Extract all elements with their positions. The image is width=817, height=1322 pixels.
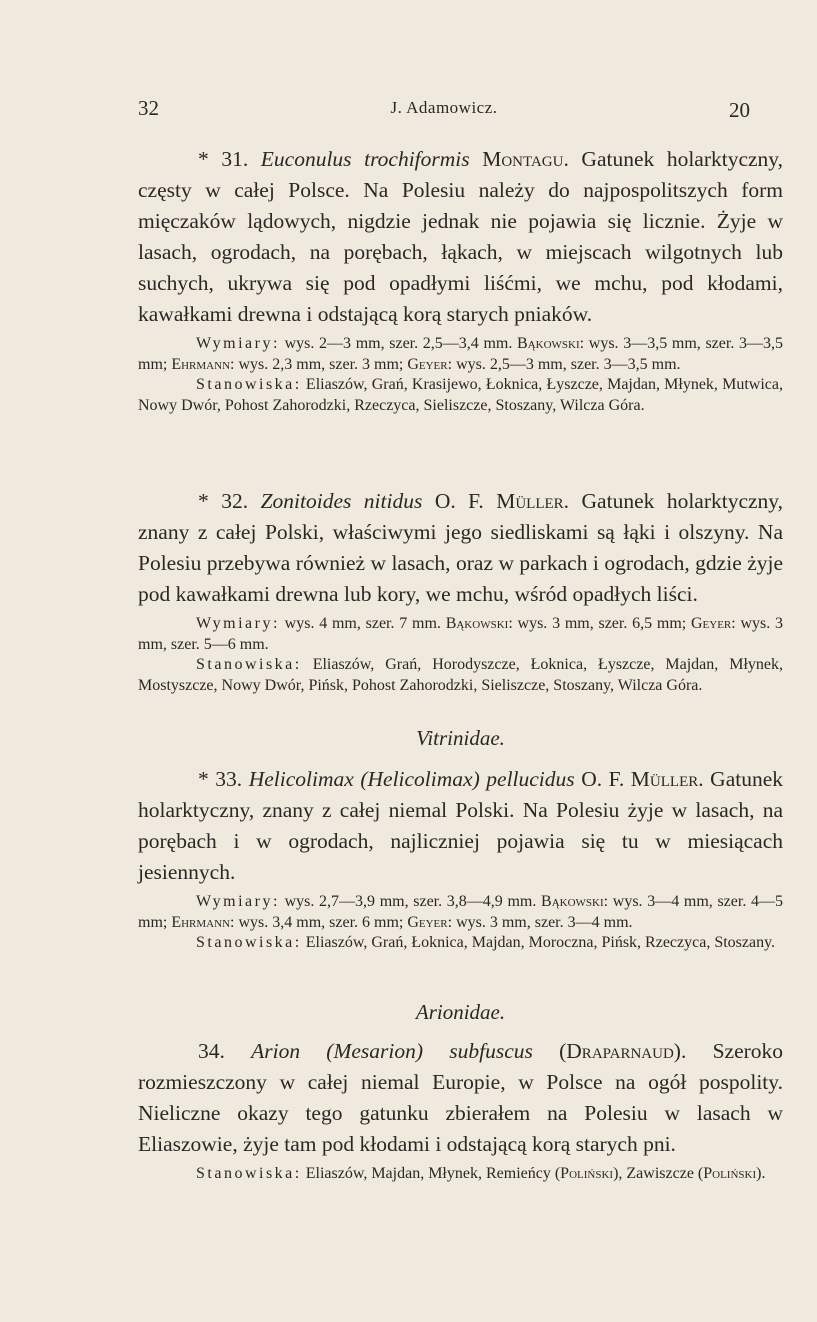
localities-text: ). — [756, 1165, 766, 1182]
author-name: Geyer — [407, 913, 448, 931]
star-marker: * — [198, 489, 209, 513]
measurement-text: : wys. 3 mm, szer. 5—6 mm. — [138, 615, 784, 653]
measurement-text: wys. 2,7—3,9 mm, szer. 3,8—4,9 mm. — [284, 893, 542, 910]
localities-text: ), Zawiszcze ( — [613, 1165, 704, 1182]
page-number-right: 20 — [729, 98, 750, 122]
species-text: Gatunek holarktyczny, częsty w całej Polsce. Na Polesiu należy do najpospolitszych form mięczaków lądowych, nigdzie jednak nie pojawia się licznie. Żyje w lasach, ogrodach, na porębach, łąkach, w miejscach wilgotnych lub suchych, ukrywa się pod opadłymi liśćmi, we mchu, pod kłodami, kawałkami drewna i odstającą korą starych pniaków. — [138, 147, 784, 326]
measurements-label: Wymiary: — [196, 615, 280, 632]
localities-label: Stanowiska: — [196, 656, 302, 673]
species-number: 33. — [215, 767, 243, 791]
species-text: Szeroko rozmieszczony w całej niemal Europie, w Polsce na ogół pospolity. Nieliczne okazy tego gatunku zbierałem na Polesiu w lasach w Eliaszowie, żyje tam pod kłodami i odstającą korą starych pni. — [138, 1039, 784, 1156]
species-text: Gatunek holarktyczny, znany z całej Polski, właściwymi jego siedliskami są łąki i olszyny. Na Polesiu przebywa również w lasach, oraz w parkach i ogrodach, gdzie żyje pod kawałkami drewna lub kory, we mchu, wśród opadłych liści. — [138, 489, 784, 606]
measurements-paragraph — [138, 892, 783, 933]
author-name: Ehrmann — [171, 355, 231, 373]
measurement-text: : wys. 3 mm, szer. 3—4 mm. — [447, 913, 633, 931]
author-name: Poliński — [703, 1165, 757, 1182]
measurement-text: : wys. 3—3,5 mm, szer. 3—3,5 mm; — [138, 335, 783, 373]
page-header — [138, 96, 750, 126]
species-number: 34. — [198, 1039, 225, 1063]
measurement-text: : wys. 2,3 mm, szer. 3 mm; — [230, 355, 408, 373]
species-author: Montagu. — [482, 147, 569, 171]
localities-text: Eliaszów, Grań, Krasijewo, Łoknica, Łyszcze, Majdan, Młynek, Mutwica, Nowy Dwór, Pohost Zahorodzki, Rzeczyca, Sieliszcze, Stoszany, Wilcza Góra. — [138, 376, 784, 414]
family-heading: Arionidae. — [415, 1000, 506, 1024]
species-description — [138, 486, 783, 610]
species-text: Gatunek holarktyczny, znany z całej niemal Polski. Na Polesiu żyje w lasach, na porębach i w ogrodach, najliczniej pojawia się tu w miesiącach jesiennych. — [138, 767, 784, 884]
localities-paragraph — [138, 933, 783, 954]
family-heading: Vitrinidae. — [416, 726, 505, 750]
species-number: 31. — [221, 147, 249, 171]
author-name: Bąkowski — [517, 335, 580, 352]
measurement-text: : wys. 3,4 mm, szer. 6 mm; — [230, 913, 408, 931]
species-entry-34 — [138, 1036, 783, 1185]
localities-label: Stanowiska: — [196, 1165, 302, 1182]
species-author: O. F. Müller. — [581, 767, 704, 791]
species-number: 32. — [221, 489, 249, 513]
measurements-label: Wymiary: — [196, 893, 280, 910]
measurements-paragraph — [138, 334, 783, 375]
species-name: Arion (Mesarion) subfuscus — [251, 1039, 533, 1063]
measurement-text: wys. 2—3 mm, szer. 2,5—3,4 mm. — [284, 335, 518, 352]
star-marker: * — [198, 147, 209, 171]
species-author: (Draparnaud). — [559, 1039, 687, 1063]
author-name: Geyer — [407, 355, 448, 373]
species-entry-33 — [138, 764, 783, 954]
localities-paragraph — [138, 1164, 783, 1185]
species-name: Zonitoides nitidus — [260, 489, 423, 513]
species-name: Helicolimax (Helicolimax) pellucidus — [248, 767, 575, 791]
running-head: J. Adamowicz. — [390, 98, 498, 117]
measurements-label: Wymiary: — [196, 335, 280, 352]
measurement-text: wys. 4 mm, szer. 7 mm. — [284, 615, 446, 632]
measurement-text: : wys. 3—4 mm, szer. 4—5 mm; — [138, 893, 783, 931]
author-name: Poliński — [560, 1165, 614, 1182]
measurement-text: : wys. 2,5—3 mm, szer. 3—3,5 mm. — [447, 355, 681, 373]
localities-paragraph — [138, 655, 783, 696]
species-description — [138, 764, 783, 888]
localities-label: Stanowiska: — [196, 934, 302, 951]
measurements-paragraph — [138, 614, 783, 655]
species-description — [138, 144, 783, 330]
species-author: O. F. Müller. — [434, 489, 570, 513]
species-entry-32 — [138, 486, 783, 696]
localities-text: Eliaszów, Grań, Łoknica, Majdan, Moroczna, Pińsk, Rzeczyca, Stoszany. — [305, 934, 776, 951]
author-name: Bąkowski — [541, 893, 604, 910]
localities-text: Eliaszów, Majdan, Młynek, Remieńcy ( — [305, 1165, 561, 1182]
localities-paragraph — [138, 375, 783, 416]
measurement-text: : wys. 3 mm, szer. 6,5 mm; — [508, 615, 691, 632]
species-entry-31 — [138, 144, 783, 416]
star-marker: * — [198, 767, 209, 791]
author-name: Bąkowski — [445, 615, 509, 632]
localities-text: Eliaszów, Grań, Horodyszcze, Łoknica, Łyszcze, Majdan, Młynek, Mostyszcze, Nowy Dwór, Pińsk, Pohost Zahorodzki, Sieliszcze, Stoszany, Wilcza Góra. — [138, 656, 784, 694]
species-description — [138, 1036, 783, 1160]
author-name: Geyer — [690, 615, 732, 632]
author-name: Ehrmann — [171, 913, 231, 931]
page-number-left: 32 — [138, 96, 159, 120]
species-name: Euconulus trochiformis — [260, 147, 470, 171]
localities-label: Stanowiska: — [196, 376, 302, 393]
